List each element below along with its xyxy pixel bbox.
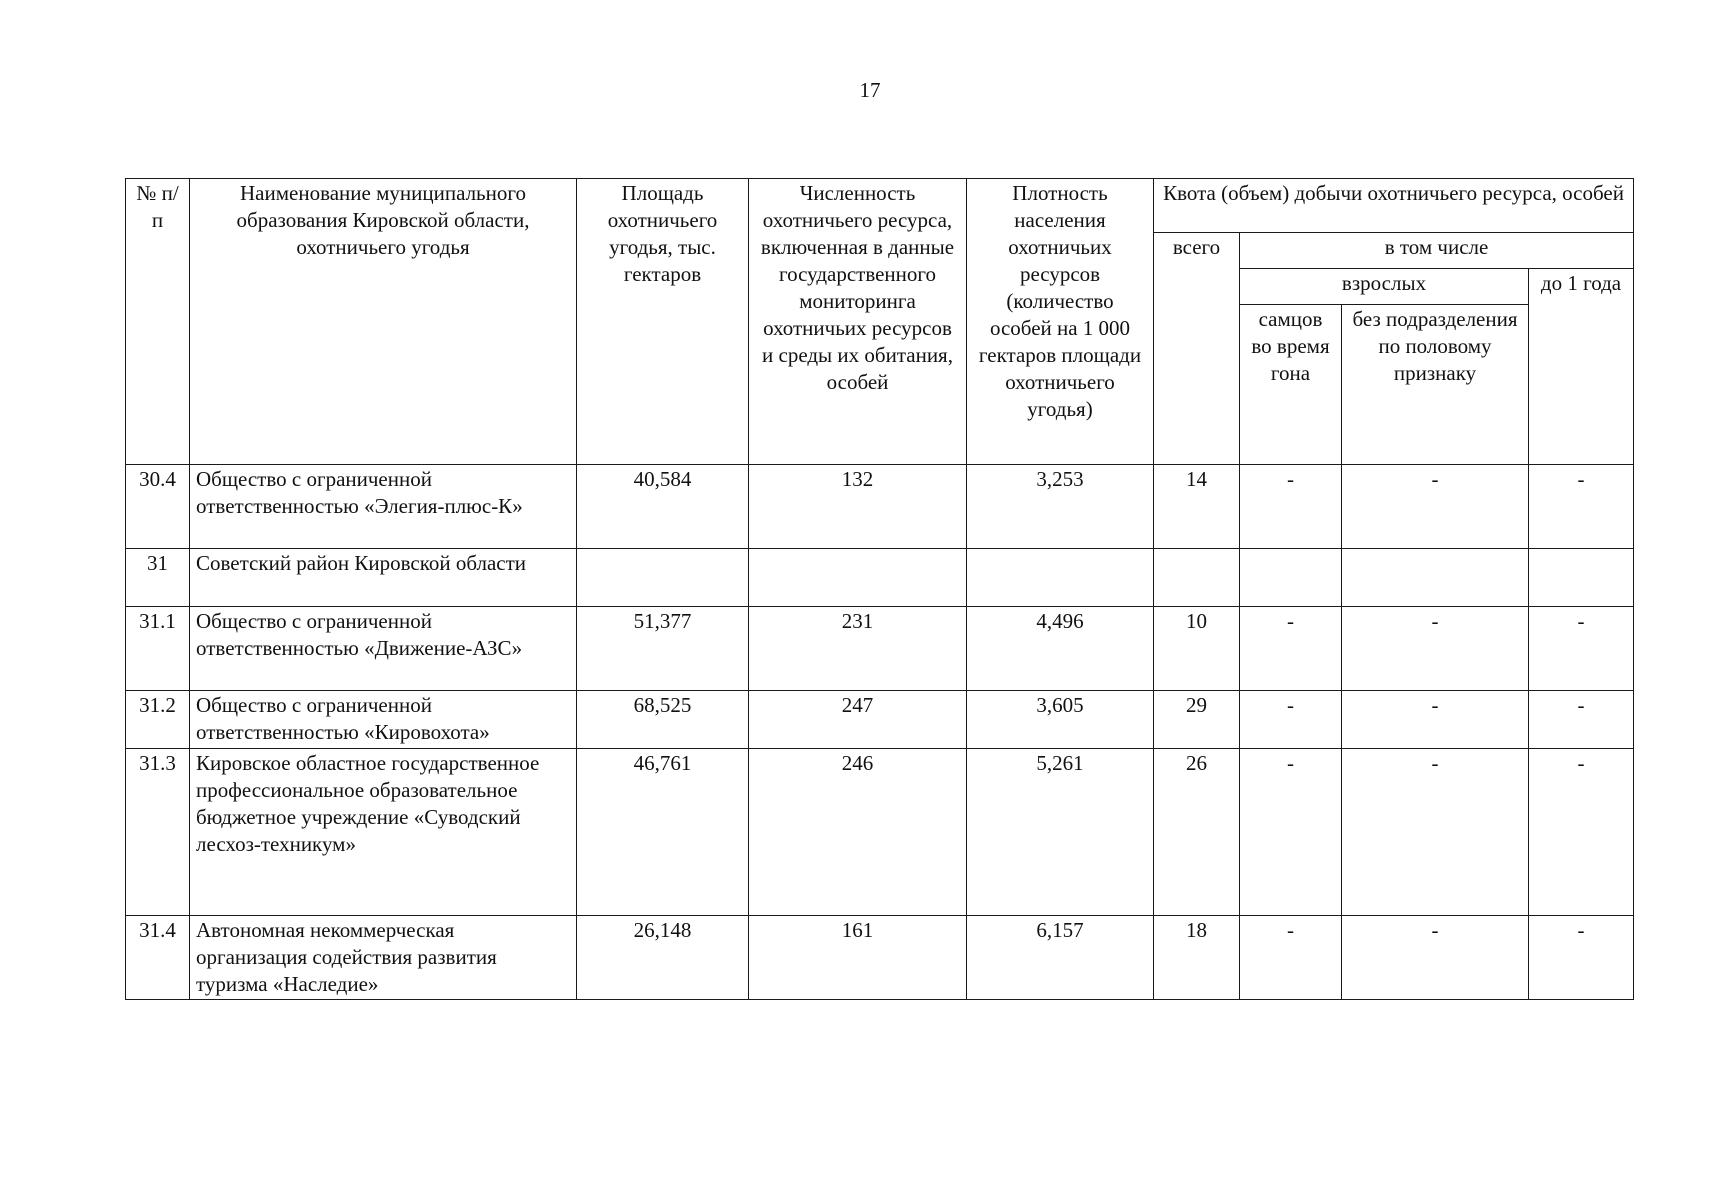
row-no-sex: - <box>1342 749 1529 916</box>
header-population: Численность охотничьего ресурса, включенная в данные государственного мониторинга охотничьих ресурсов и среды их обитания, особей <box>749 179 967 465</box>
row-young: - <box>1529 749 1634 916</box>
row-area: 40,584 <box>577 465 749 549</box>
row-males: - <box>1240 916 1342 1000</box>
header-total: всего <box>1154 233 1240 465</box>
table-row <box>126 549 1634 607</box>
row-num: 31 <box>126 549 190 607</box>
row-total <box>1154 549 1240 607</box>
page-number: 17 <box>859 78 881 102</box>
header-adults: взрослых <box>1240 269 1529 305</box>
table-row <box>126 691 1634 749</box>
row-num: 31.3 <box>126 749 190 916</box>
header-no-sex: без подразделения по половому признаку <box>1342 305 1529 465</box>
row-young: - <box>1529 916 1634 1000</box>
row-no-sex: - <box>1342 691 1529 749</box>
table-row <box>126 465 1634 549</box>
quota-table <box>125 178 1634 1000</box>
row-name: Советский район Кировской области <box>190 549 577 607</box>
row-population: 246 <box>749 749 967 916</box>
header-including: в том числе <box>1240 233 1634 269</box>
row-area <box>577 549 749 607</box>
row-name: Автономная некоммерческая организация содействия развития туризма «Наследие» <box>190 916 577 1000</box>
row-density: 4,496 <box>967 607 1154 691</box>
row-num: 31.1 <box>126 607 190 691</box>
row-density: 6,157 <box>967 916 1154 1000</box>
row-young <box>1529 549 1634 607</box>
row-area: 46,761 <box>577 749 749 916</box>
row-num: 30.4 <box>126 465 190 549</box>
row-area: 51,377 <box>577 607 749 691</box>
table-row <box>126 749 1634 916</box>
row-total: 29 <box>1154 691 1240 749</box>
row-population: 247 <box>749 691 967 749</box>
row-males <box>1240 549 1342 607</box>
row-population <box>749 549 967 607</box>
table-body <box>126 465 1634 1000</box>
header-under-one: до 1 года <box>1529 269 1634 465</box>
header-quota: Квота (объем) добычи охотничьего ресурса, особей <box>1154 179 1634 233</box>
row-name: Общество с ограниченной ответственностью «Элегия-плюс-К» <box>190 465 577 549</box>
row-total: 26 <box>1154 749 1240 916</box>
row-num: 31.4 <box>126 916 190 1000</box>
row-area: 26,148 <box>577 916 749 1000</box>
row-density: 3,253 <box>967 465 1154 549</box>
row-density: 5,261 <box>967 749 1154 916</box>
row-no-sex <box>1342 549 1529 607</box>
row-density <box>967 549 1154 607</box>
row-young: - <box>1529 691 1634 749</box>
row-males: - <box>1240 749 1342 916</box>
row-total: 18 <box>1154 916 1240 1000</box>
header-num: № п/п <box>126 179 190 465</box>
row-no-sex: - <box>1342 916 1529 1000</box>
row-name: Общество с ограниченной ответственностью «Движение-АЗС» <box>190 607 577 691</box>
row-young: - <box>1529 465 1634 549</box>
header-males-rut: самцов во время гона <box>1240 305 1342 465</box>
row-num: 31.2 <box>126 691 190 749</box>
table-row <box>126 607 1634 691</box>
row-males: - <box>1240 607 1342 691</box>
row-no-sex: - <box>1342 607 1529 691</box>
row-density: 3,605 <box>967 691 1154 749</box>
row-males: - <box>1240 465 1342 549</box>
row-area: 68,525 <box>577 691 749 749</box>
row-total: 10 <box>1154 607 1240 691</box>
header-area: Площадь охотничьего угодья, тыс. гектаров <box>577 179 749 465</box>
row-population: 132 <box>749 465 967 549</box>
row-name: Общество с ограниченной ответственностью «Кировохота» <box>190 691 577 749</box>
header-name: Наименование муниципального образования Кировской области, охотничьего угодья <box>190 179 577 465</box>
table-header <box>126 179 1634 465</box>
row-young: - <box>1529 607 1634 691</box>
row-no-sex: - <box>1342 465 1529 549</box>
row-population: 161 <box>749 916 967 1000</box>
row-males: - <box>1240 691 1342 749</box>
table-row <box>126 916 1634 1000</box>
row-name: Кировское областное государственное профессиональное образовательное бюджетное учреждение «Суводский лесхоз-техникум» <box>190 749 577 916</box>
row-population: 231 <box>749 607 967 691</box>
row-total: 14 <box>1154 465 1240 549</box>
header-density: Плотность населения охотничьих ресурсов (количество особей на 1 000 гектаров площади охотничьего угодья) <box>967 179 1154 465</box>
